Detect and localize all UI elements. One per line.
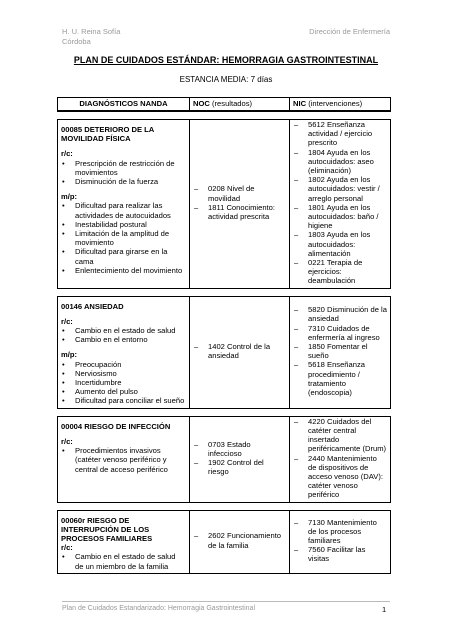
list-item: – 0221 Terapia de ejercicios: deambulación <box>294 258 387 286</box>
rc-label: r/c: <box>61 543 73 553</box>
list-item: – 1402 Control de la ansiedad <box>194 342 286 360</box>
noc-cell <box>190 296 290 408</box>
list-item: • Dificultad para girarse en la cama <box>61 247 186 265</box>
list-item: – 7560 Facilitar las visitas <box>294 545 387 563</box>
list-item: • Incertidumbre <box>61 378 186 387</box>
noc-cell <box>190 510 290 573</box>
nic-cell <box>290 296 391 408</box>
noc-list <box>194 342 286 360</box>
list-item: – 7130 Mantenimiento de los procesos familiares <box>294 518 387 546</box>
diagnosis-title: 00085 DETERIORO DE LA MOVILIDAD FÍSICA <box>61 125 154 144</box>
page-number: 1 <box>382 605 387 614</box>
table-row <box>58 120 391 289</box>
list-item: • Prescripción de restricción de movimientos <box>61 159 186 177</box>
list-item: – 5618 Enseñanza procedimiento / tratamiento (endoscopia) <box>294 360 387 397</box>
header-nic <box>290 98 391 112</box>
row-spacer <box>58 502 391 510</box>
rc-list <box>61 326 186 344</box>
list-item: – 1801 Ayuda en los autocuidados: baño / higiene <box>294 203 387 231</box>
table-row <box>58 416 391 502</box>
nic-cell <box>290 416 391 502</box>
row-spacer <box>58 111 391 120</box>
list-item: – 2440 Mantenimiento de dispositivos de acceso venoso (DAV): catéter venoso periférico <box>294 454 387 500</box>
list-item: • Procedimientos invasivos (catéter venoso periférico y central de acceso periférico <box>61 446 186 474</box>
rc-list <box>61 446 186 474</box>
header-hospital-name: H. U. Reina Sofía <box>62 27 121 36</box>
list-item: • Inestabilidad postural <box>61 220 186 229</box>
list-item: • Enlentecimiento del movimiento <box>61 266 186 275</box>
noc-list <box>194 184 286 221</box>
list-item: • Dificultad para realizar las actividades de autocuidados <box>61 201 186 219</box>
nic-list <box>294 417 387 500</box>
list-item: • Cambio en el estado de salud <box>61 326 186 335</box>
header-nic-code: NIC <box>293 99 307 109</box>
list-item: – 7310 Cuidados de enfermería al ingreso <box>294 324 387 342</box>
rc-list <box>61 552 186 570</box>
list-item: – 5612 Enseñanza actividad / ejercicio prescrito <box>294 120 387 148</box>
diagnosis-title: 00146 ANSIEDAD <box>61 301 124 311</box>
list-item: – 5820 Disminución de la ansiedad <box>294 305 387 323</box>
list-item: – 1850 Fomentar el sueño <box>294 342 387 360</box>
list-item: • Cambio en el estado de salud de un miembro de la familia <box>61 552 186 570</box>
row-spacer <box>58 288 391 296</box>
rc-label: r/c: <box>61 436 73 446</box>
footer-divider <box>62 601 390 602</box>
noc-cell <box>190 120 290 289</box>
list-item: – 1804 Ayuda en los autocuidados: aseo (eliminación) <box>294 148 387 176</box>
table-header-row <box>58 98 391 112</box>
table-row <box>58 296 391 408</box>
list-item: – 1811 Conocimiento: actividad prescrita <box>194 203 286 221</box>
mp-label: m/p: <box>61 350 78 360</box>
row-spacer <box>58 408 391 416</box>
list-item: – 4220 Cuidados del catéter central insertado periféricamente (Drum) <box>294 417 387 454</box>
list-item: – 1803 Ayuda en los autocuidados: alimentación <box>294 230 387 258</box>
header-nic-rest: (intervenciones) <box>306 99 363 109</box>
list-item: • Dificultad para conciliar el sueño <box>61 396 186 405</box>
nic-cell <box>290 120 391 289</box>
nic-list <box>294 518 387 564</box>
list-item: • Disminución de la fuerza <box>61 177 186 186</box>
rc-list <box>61 159 186 187</box>
list-item: • Aumento del pulso <box>61 387 186 396</box>
nic-list <box>294 305 387 397</box>
header-noc-code: NOC <box>193 99 210 109</box>
nic-cell <box>290 510 391 573</box>
list-item: – 2602 Funcionamiento de la familia <box>194 531 286 549</box>
mp-list <box>61 201 186 275</box>
header-hospital <box>62 27 120 47</box>
header-city: Córdoba <box>62 37 91 46</box>
list-item: – 1902 Control del riesgo <box>194 458 286 476</box>
list-item: • Limitación de la amplitud de movimiento <box>61 229 186 247</box>
mp-label: m/p: <box>61 192 78 202</box>
care-plan-table <box>57 97 391 574</box>
list-item: – 0703 Estado infeccioso <box>194 440 286 458</box>
nic-list <box>294 120 387 286</box>
diagnosis-cell <box>58 510 190 573</box>
page-subtitle: ESTANCIA MEDIA: 7 días <box>179 75 273 84</box>
list-item: • Cambio en el entorno <box>61 335 186 344</box>
table-row <box>58 510 391 573</box>
rc-label: r/c: <box>61 316 73 326</box>
diagnosis-title: 00060r RIESGO DE INTERRUPCIÓN DE LOS PROCESOS FAMILIARES <box>61 515 153 543</box>
rc-label: r/c: <box>61 149 73 159</box>
diagnosis-cell <box>58 120 190 289</box>
header-department: Dirección de Enfermería <box>309 27 390 36</box>
noc-cell <box>190 416 290 502</box>
page-title: PLAN DE CUIDADOS ESTÁNDAR: HEMORRAGIA GASTROINTESTINAL <box>73 55 379 65</box>
footer-text: Plan de Cuidados Estandarizado: Hemorragia Gastrointestinal <box>62 605 255 612</box>
header-nanda: DIAGNÓSTICOS NANDA <box>58 98 190 112</box>
header-noc <box>190 98 290 112</box>
list-item: – 0208 Nivel de movilidad <box>194 184 286 202</box>
list-item: – 1802 Ayuda en los autocuidados: vestir / arreglo personal <box>294 175 387 203</box>
mp-list <box>61 360 186 406</box>
diagnosis-title: 00004 RIESGO DE INFECCIÓN <box>61 421 171 431</box>
noc-list <box>194 531 286 549</box>
noc-list <box>194 440 286 477</box>
list-item: • Preocupación <box>61 360 186 369</box>
list-item: • Nerviosismo <box>61 369 186 378</box>
header-noc-rest: (resultados) <box>209 99 253 109</box>
diagnosis-cell <box>58 416 190 502</box>
diagnosis-cell <box>58 296 190 408</box>
